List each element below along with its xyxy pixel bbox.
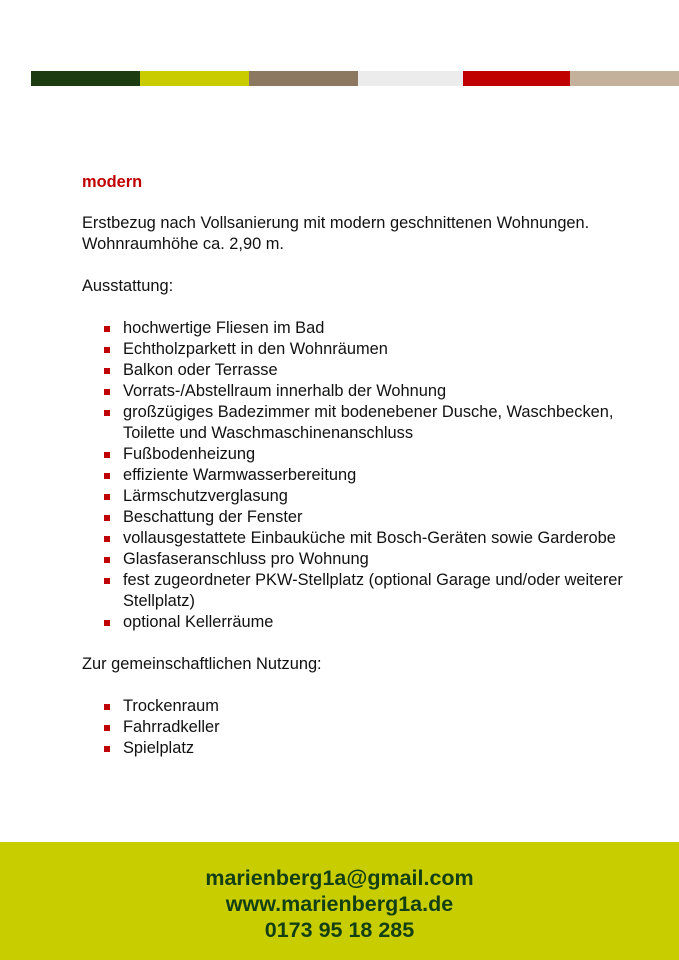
contact-footer bbox=[0, 842, 679, 960]
list-item bbox=[82, 528, 642, 549]
ausstattung-label: Ausstattung: bbox=[82, 277, 174, 295]
square-bullet-icon bbox=[104, 725, 110, 731]
list-item-text: Glasfaseranschluss pro Wohnung bbox=[123, 550, 369, 568]
list-item-text: Vorrats-/Abstellraum innerhalb der Wohnung bbox=[123, 382, 447, 400]
list-item-text: Fahrradkeller bbox=[123, 718, 220, 736]
list-item bbox=[82, 465, 642, 486]
intro-line-1: Erstbezug nach Vollsanierung mit modern geschnittenen Wohnungen. bbox=[82, 214, 590, 232]
square-bullet-icon bbox=[104, 620, 110, 626]
list-item-text: Lärmschutzverglasung bbox=[123, 487, 288, 505]
color-bar-segment-beige bbox=[570, 71, 679, 86]
gemeinschaft-list bbox=[82, 696, 642, 759]
square-bullet-icon bbox=[104, 746, 110, 752]
square-bullet-icon bbox=[104, 452, 110, 458]
footer-website[interactable]: www.marienberg1a.de bbox=[225, 892, 454, 916]
list-item bbox=[82, 612, 642, 633]
color-bar bbox=[31, 71, 679, 86]
intro-line-2: Wohnraumhöhe ca. 2,90 m. bbox=[82, 235, 284, 253]
square-bullet-icon bbox=[104, 515, 110, 521]
list-item-text: optional Kellerräume bbox=[123, 613, 274, 631]
main-content bbox=[82, 172, 642, 759]
list-item bbox=[82, 339, 642, 360]
list-item-text: effiziente Warmwasserbereitung bbox=[123, 466, 357, 484]
list-item bbox=[82, 318, 642, 339]
list-item bbox=[82, 444, 642, 465]
ausstattung-list bbox=[82, 318, 642, 633]
color-bar-segment-light-gray bbox=[358, 71, 463, 86]
list-item-text: Trockenraum bbox=[123, 697, 219, 715]
color-bar-segment-red bbox=[463, 71, 570, 86]
gemeinschaft-label: Zur gemeinschaftlichen Nutzung: bbox=[82, 655, 322, 673]
square-bullet-icon bbox=[104, 473, 110, 479]
list-item-text: großzügiges Badezimmer mit bodenebener Dusche, Waschbecken, Toilette und Waschmaschinenanschluss bbox=[123, 403, 614, 442]
list-item-text: Spielplatz bbox=[123, 739, 195, 757]
list-item bbox=[82, 549, 642, 570]
square-bullet-icon bbox=[104, 347, 110, 353]
section-heading: modern bbox=[82, 173, 143, 191]
square-bullet-icon bbox=[104, 536, 110, 542]
square-bullet-icon bbox=[104, 326, 110, 332]
list-item-text: Fußbodenheizung bbox=[123, 445, 256, 463]
color-bar-segment-brown bbox=[249, 71, 358, 86]
list-item bbox=[82, 717, 642, 738]
square-bullet-icon bbox=[104, 494, 110, 500]
square-bullet-icon bbox=[104, 368, 110, 374]
square-bullet-icon bbox=[104, 704, 110, 710]
list-item bbox=[82, 486, 642, 507]
list-item bbox=[82, 738, 642, 759]
footer-email[interactable]: marienberg1a@gmail.com bbox=[205, 866, 474, 890]
footer-phone[interactable]: 0173 95 18 285 bbox=[264, 918, 415, 942]
list-item-text: Balkon oder Terrasse bbox=[123, 361, 278, 379]
list-item-text: fest zugeordneter PKW-Stellplatz (optional Garage und/oder weiterer Stellplatz) bbox=[123, 571, 623, 610]
list-item-text: Beschattung der Fenster bbox=[123, 508, 303, 526]
color-bar-segment-dark-green bbox=[31, 71, 140, 86]
list-item bbox=[82, 402, 642, 444]
list-item-text: hochwertige Fliesen im Bad bbox=[123, 319, 325, 337]
square-bullet-icon bbox=[104, 557, 110, 563]
list-item-text: Echtholzparkett in den Wohnräumen bbox=[123, 340, 388, 358]
list-item bbox=[82, 507, 642, 528]
list-item bbox=[82, 696, 642, 717]
list-item bbox=[82, 570, 642, 612]
square-bullet-icon bbox=[104, 578, 110, 584]
list-item-text: vollausgestattete Einbauküche mit Bosch-Geräten sowie Garderobe bbox=[123, 529, 616, 547]
list-item bbox=[82, 381, 642, 402]
color-bar-segment-lime bbox=[140, 71, 249, 86]
square-bullet-icon bbox=[104, 389, 110, 395]
intro-paragraph bbox=[82, 213, 642, 255]
list-item bbox=[82, 360, 642, 381]
square-bullet-icon bbox=[104, 410, 110, 416]
